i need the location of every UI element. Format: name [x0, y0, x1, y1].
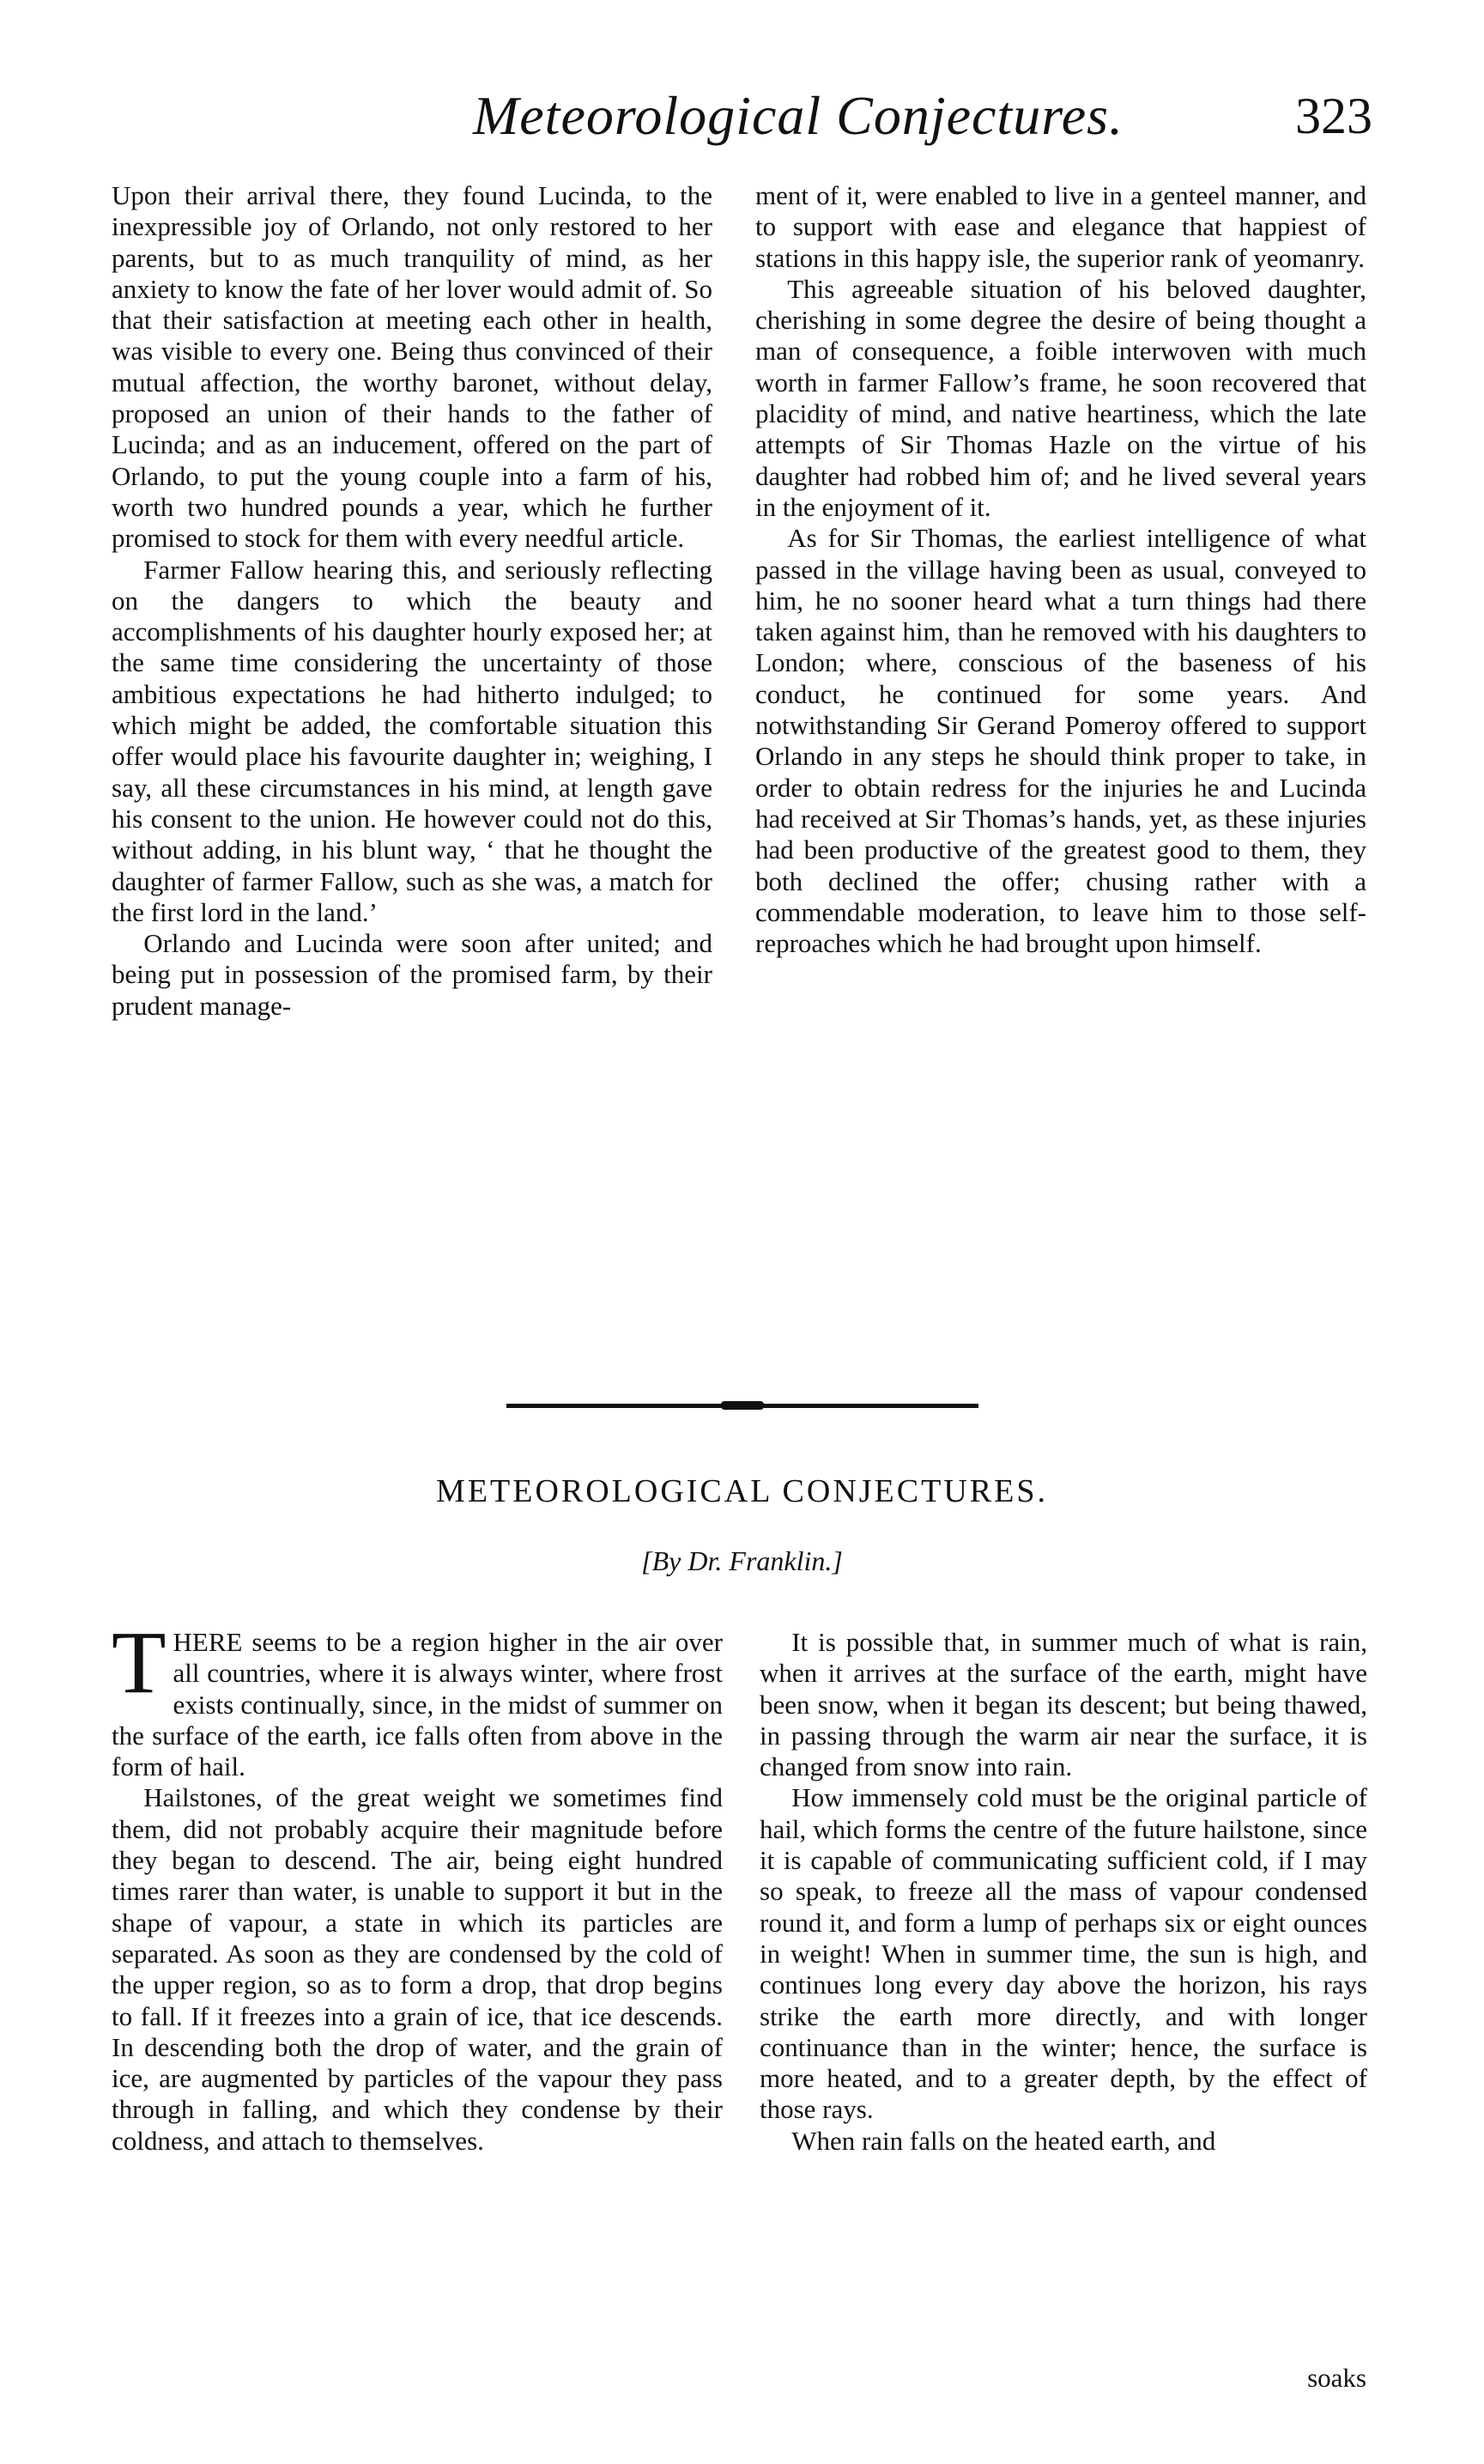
opening-text: HERE seems to be a region higher in the air over all countries, where it is always winter, where frost exists continually, since, in the midst of summer on the surface of the earth, ice falls often from above in the form of hail.	[112, 1627, 723, 1782]
page-number: 323	[1295, 88, 1372, 144]
story-paragraph: Farmer Fallow hearing this, and seriously reflecting on the dangers to which the beauty and accomplishments of his daughter hourly exposed her; at the same time considering the uncertainty of those ambitious expectations he had hitherto indulged; to which might be added, the comfortable situation this offer would place his favourite daughter in; weighing, I say, all these circumstances in his mind, at length gave his consent to the union. He however could not do this, without adding, in his blunt way, ‘ that he thought the daughter of farmer Fallow, such as she was, a match for the first lord in the land.’	[112, 554, 712, 927]
article-paragraph: It is possible that, in summer much of what is rain, when it arrives at the surface of the earth, might have been snow, when it began its descent; but being thawed, in passing through the warm air near the surface, it is changed from snow into rain.	[760, 1627, 1367, 1782]
story-right-column	[755, 180, 1366, 959]
article-opening-paragraph	[112, 1613, 723, 1782]
article-paragraph: How immensely cold must be the original particle of hail, which forms the centre of the future hailstone, since it is capable of communicating sufficient cold, if I may so speak, to freeze all the mass of vapour condensed round it, and form a lump of perhaps six or eight ounces in weight! When in summer time, the sun is high, and continues long every day above the horizon, his rays strike the earth more directly, and with longer continuance than in the winter; hence, the surface is more heated, and to a greater depth, by the effect of those rays.	[760, 1782, 1367, 2125]
story-paragraph: As for Sir Thomas, the earliest intelligence of what passed in the village having been as usual, conveyed to him, he no sooner heard what a turn things had there taken against him, than he removed with his daughters to London; where, conscious of the baseness of his conduct, he continued for some years. And notwithstanding Sir Gerand Pomeroy offered to support Orlando in any steps he should think proper to take, in order to obtain redress for the injuries he and Lucinda had received at Sir Thomas’s hands, yet, as these injuries had been productive of the greatest good to them, they both declined the offer; chusing rather with a commendable moderation, to leave him to those self-reproaches which he had brought upon himself.	[755, 523, 1366, 959]
ornamental-divider	[506, 1401, 978, 1410]
catchword: soaks	[1307, 2363, 1366, 2393]
article-title: METEOROLOGICAL CONJECTURES.	[436, 1473, 1048, 1509]
drop-cap: T	[112, 1613, 167, 1712]
article-right-column	[760, 1627, 1367, 2157]
article-paragraph: When rain falls on the heated earth, and	[791, 2125, 1216, 2156]
story-paragraph: ment of it, were enabled to live in a genteel manner, and to support with ease and elegance that happiest of stations in this happy isle, the superior rank of yeomanry.	[755, 180, 1366, 273]
divider-ornament	[721, 1401, 764, 1410]
story-left-column	[112, 180, 712, 1022]
article-paragraph: Hailstones, of the great weight we sometimes find them, did not probably acquire their magnitude before they began to descend. The air, being eight hundred times rarer than water, is unable to support it but in the shape of vapour, a state in which its particles are separated. As soon as they are condensed by the cold of the upper region, so as to form a drop, that drop begins to fall. If it freezes into a grain of ice, that ice descends. In descending both the drop of water, and the grain of ice, are augmented by particles of the vapour they pass through in falling, and which they condense by their coldness, and attach to themselves.	[112, 1782, 723, 2156]
article-byline: [By Dr. Franklin.]	[641, 1545, 843, 1576]
story-paragraph: Upon their arrival there, they found Lucinda, to the inexpressible joy of Orlando, not only restored to her parents, but to as much tranquility of mind, as her anxiety to know the fate of her lover would admit of. So that their satisfaction at meeting each other in health, was visible to every one. Being thus convinced of their mutual affection, the worthy baronet, without delay, proposed an union of their hands to the father of Lucinda; and as an inducement, offered on the part of Orlando, to put the young couple into a farm of his, worth two hundred pounds a year, which he further promised to stock for them with every needful article.	[112, 180, 712, 554]
story-paragraph: Orlando and Lucinda were soon after united; and being put in possession of the promised farm, by their prudent manage-	[112, 928, 712, 1021]
running-head	[112, 77, 1372, 155]
article-left-column	[112, 1613, 723, 2157]
story-paragraph: This agreeable situation of his beloved daughter, cherishing in some degree the desire of being thought a man of consequence, a foible interwoven with much worth in farmer Fallow’s frame, he soon recovered that placidity of mind, and native heartiness, which the late attempts of Sir Thomas Hazle on the virtue of his daughter had robbed him of; and he lived several years in the enjoyment of it.	[755, 273, 1366, 522]
running-title: Meteorological Conjectures.	[472, 85, 1124, 146]
